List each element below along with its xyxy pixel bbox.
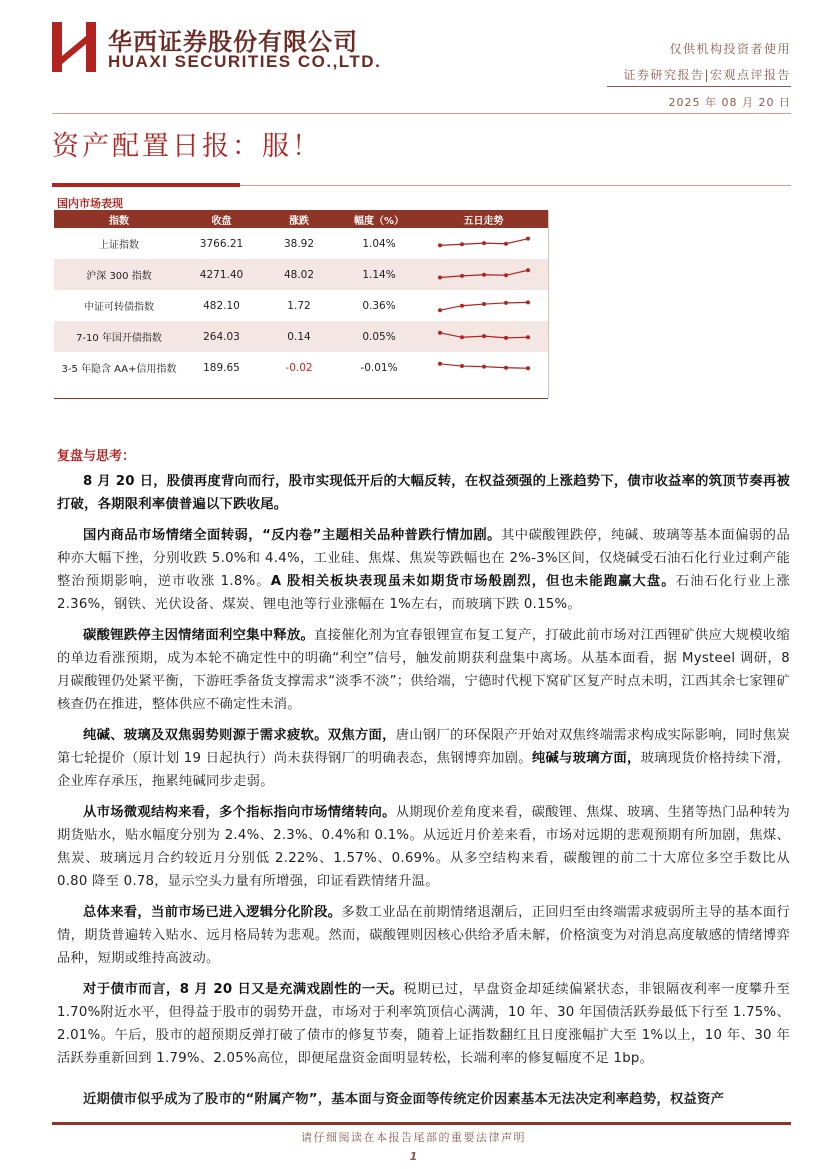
review-paragraph [57, 624, 790, 716]
index-pct: 1.14% [339, 259, 419, 290]
report-type: 证券研究报告|宏观点评报告 [623, 68, 791, 82]
sparkline-point [504, 365, 508, 369]
sparkline-point [438, 275, 442, 279]
index-name: 7-10 年国开债指数 [54, 321, 184, 352]
trend-cell [419, 290, 548, 321]
audience-note: 仅供机构投资者使用 [669, 42, 791, 56]
index-change: 38.92 [283, 237, 315, 250]
table-row [54, 228, 548, 259]
index-pct: 1.04% [362, 237, 396, 250]
index-close: 4271.40 [184, 259, 259, 290]
legal-disclaimer: 请仔细阅读在本报告尾部的重要法律声明 [301, 1131, 526, 1144]
five-day-sparkline [436, 357, 532, 379]
sparkline-point [482, 272, 486, 276]
text-run: 石油石化行业上涨 2.36%，钢铁、光伏设备、煤炭、锂电池等行业涨幅在 1%左右，而玻璃下跌 0.15%。 [57, 574, 791, 612]
sparkline-point [438, 361, 442, 365]
sparkline-point [504, 273, 508, 277]
index-change: 1.72 [287, 299, 311, 312]
bold-run: 总体来看，当前市场已进入逻辑分化阶段。 [83, 905, 342, 920]
continued-paragraph: 近期债市似乎成为了股市的“附属产物”，基本面与资金面等传统定价因素基本无法决定利率趋势，权益资产 [83, 1092, 725, 1107]
bold-run: 纯碱与玻璃方面， [531, 751, 641, 766]
review-paragraph [57, 978, 790, 1070]
table-right-border [548, 210, 549, 398]
header-divider [52, 113, 791, 114]
sparkline-point [460, 242, 464, 246]
text-run: 玻璃现货价格持续下滑，企业库存承压，拖累纯碱同步走弱。 [57, 751, 791, 789]
table-row [54, 321, 548, 352]
bold-run: 碳酸锂跌停主因情绪面利空集中释放。 [83, 628, 315, 643]
sparkline-point [460, 273, 464, 277]
bold-run: 纯碱、玻璃及双焦弱势则源于需求疲软。双焦方面， [83, 728, 396, 743]
market-table [54, 210, 548, 383]
bold-run: 对于债市而言，8 月 20 日又是充满戏剧性的一天。 [83, 982, 404, 997]
sparkline-point [438, 330, 442, 334]
col-header-trend: 五日走势 [419, 210, 548, 228]
sparkline-point [526, 236, 530, 240]
page-title: 资产配置日报：服！ [52, 131, 322, 162]
table-row [54, 290, 548, 321]
sparkline-point [460, 335, 464, 339]
market-section-title: 国内市场表现 [57, 197, 123, 210]
review-paragraph [57, 801, 790, 893]
text-run: 唐山钢厂的环保限产开始对双焦终端需求构成实际影响，同时焦炭第七轮提价（原计划 19 日起执行）尚未获得钢厂的明确表态，焦钢博弈加剧。 [57, 728, 791, 766]
text-run: 其中碳酸锂跌停，纯碱、玻璃等基本面偏弱的品种亦大幅下挫，分别收跌 5.0%和 4.4%，工业硅、焦煤、焦炭等跌幅也在 2%-3%区间，仅烧碱受石油石化行业过剩产能整治预期影响，逆市收涨 1.8%。 [57, 528, 790, 589]
index-close: 189.65 [203, 361, 240, 374]
col-header-change: 涨跌 [259, 210, 339, 228]
index-name: 3-5 年隐含 AA+信用指数 [61, 364, 177, 375]
col-header-pct: 幅度（%） [339, 210, 419, 228]
review-paragraph [57, 901, 790, 970]
index-change: 48.02 [259, 259, 339, 290]
index-name: 上证指数 [99, 240, 139, 251]
company-name-cn: 华西证券股份有限公司 [108, 27, 358, 56]
review-paragraph [57, 724, 790, 793]
bold-run: 从市场微观结构来看，多个指标指向市场情绪转向。 [83, 805, 396, 820]
title-divider [240, 185, 791, 186]
five-day-sparkline [436, 264, 532, 286]
sparkline-point [482, 364, 486, 368]
table-row [54, 352, 548, 383]
company-name-en: HUAXI SECURITIES CO.,LTD. [108, 52, 382, 71]
five-day-sparkline [436, 326, 532, 348]
col-header-close: 收盘 [184, 210, 259, 228]
sparkline-point [482, 241, 486, 245]
index-pct: -0.01% [360, 361, 398, 374]
sparkline-point [460, 364, 464, 368]
col-header-index: 指数 [54, 210, 184, 228]
index-close: 264.03 [184, 321, 259, 352]
index-change: 0.14 [259, 321, 339, 352]
text-run: 从期现价差角度来看，碳酸锂、焦煤、玻璃、生猪等热门品种转为期货贴水，贴水幅度分别为 2.4%、2.3%、0.4%和 0.1%。从远近月价差来看，市场对远期的悲观预期有所加剧，焦煤、焦炭、玻璃远月合约较近月分别低 2.22%、1.57%、0.69%。从多空结构来看，碳酸锂的前二十大席位多空手数比从 0.80 降至 0.78，显示空头力量有所增强，印证看跌情绪升温。 [57, 805, 791, 889]
table-bottom-border [54, 398, 548, 399]
index-pct: 0.36% [362, 299, 396, 312]
sparkline-point [438, 243, 442, 247]
trend-cell [419, 259, 548, 290]
trend-cell [419, 228, 548, 259]
sparkline-point [526, 366, 530, 370]
sparkline-point [526, 300, 530, 304]
page-number: 1 [409, 1150, 418, 1163]
sparkline-point [482, 334, 486, 338]
text-run: 税期已过，早盘资金却延续偏紧状态，非银隔夜利率一度攀升至 1.70%附近水平，但得益于股市的弱势开盘，市场对于利率筑顶信心满满，10 年、30 年国债活跃券最低下行至 1.75%、2.01%。午后，股市的超预期反弹打破了债市的修复节奏，随着上证指数翻红且日度涨幅扩大至 1%以上，10 年、30 年活跃券重新回到 1.79%、2.05%高位，即便尾盘资金面明显转松，长端利率的修复幅度不足 1bp。 [57, 982, 790, 1066]
bold-run: 8 月 20 日，股债再度背向而行，股市实现低开后的大幅反转，在权益颈强的上涨趋势下，债市收益率的筑顶节奏再被打破，各期限利率债普遍以下跌收尾。 [57, 474, 790, 512]
table-row [54, 259, 548, 290]
text-run: 直接催化剂为宜春银锂宣布复工复产，打破此前市场对江西锂矿供应大规模收缩的单边看涨预期，成为本轮不确定性中的明确“利空”信号，触发前期获利盘集中离场。从基本面看，据 Mysteel 调研，8 月碳酸锂仍处紧平衡，下游旺季备货支撑需求“淡季不淡”；供给端，宁德时代枧下窝矿区复产时点未明，江西其余七家锂矿核查仍在推进，整体供应不确定性未消。 [57, 628, 791, 712]
index-name: 中证可转债指数 [84, 302, 154, 313]
header-divider [607, 86, 791, 87]
index-name: 沪深 300 指数 [54, 259, 184, 290]
review-paragraph [57, 470, 790, 516]
trend-cell [419, 321, 548, 352]
sparkline-point [504, 335, 508, 339]
review-heading: 复盘与思考： [57, 449, 136, 464]
title-accent-bar [52, 183, 240, 187]
index-pct: 0.05% [339, 321, 419, 352]
sparkline-point [482, 302, 486, 306]
review-paragraph [57, 524, 790, 616]
index-close: 3766.21 [199, 237, 244, 250]
trend-cell [419, 352, 548, 383]
bold-run: 国内商品市场情绪全面转弱，“反内卷”主题相关品种普跌行情加剧。 [83, 528, 501, 543]
table-header-row [54, 210, 548, 228]
index-change: -0.02 [285, 361, 313, 374]
sparkline-point [504, 300, 508, 304]
sparkline-point [526, 268, 530, 272]
text-run: 多数工业品在前期情绪退潮后，正回归至由终端需求疲弱所主导的基本面行情，期货普遍转入贴水、远月格局转为悲观。然而，碳酸锂则因核心供给矛盾未解，价格演变为对消息高度敏感的情绪博弈品种，短期或维持高波动。 [57, 905, 791, 966]
review-content [57, 470, 790, 1078]
five-day-sparkline [436, 295, 532, 317]
bold-run: A 股相关板块表现虽未如期货市场般剧烈，但也未能跑赢大盘。 [270, 574, 676, 589]
sparkline-point [438, 308, 442, 312]
report-date: 2025 年 08 月 20 日 [668, 96, 791, 109]
footer-divider [52, 1122, 791, 1125]
sparkline-point [526, 335, 530, 339]
index-close: 482.10 [203, 299, 240, 312]
five-day-sparkline [436, 233, 532, 255]
sparkline-point [504, 241, 508, 245]
sparkline-point [460, 303, 464, 307]
huaxi-logo [52, 22, 96, 72]
